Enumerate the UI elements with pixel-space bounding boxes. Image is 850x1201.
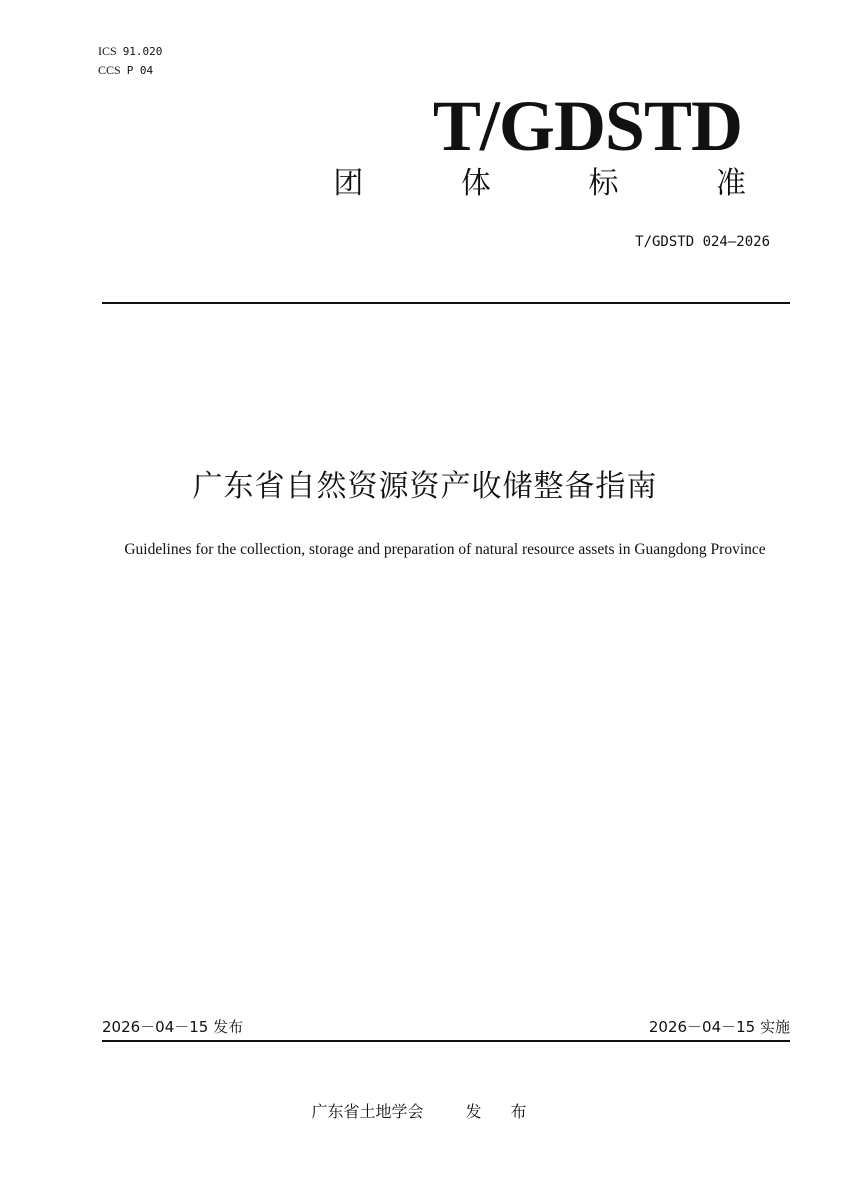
title-chinese: 广东省自然资源资产收储整备指南 [192, 469, 658, 504]
publisher-action: 发 布 [465, 1102, 539, 1121]
ics-label: ICS [98, 44, 117, 58]
standard-type: 团 体 标 准 [333, 166, 790, 201]
top-divider [102, 302, 790, 304]
ccs-code [98, 61, 162, 80]
publisher-line [0, 1099, 850, 1122]
classification-codes [98, 42, 162, 80]
issue-date: 2026－04－15 发布 [102, 1018, 244, 1036]
bottom-divider [102, 1040, 790, 1042]
standard-number: T/GDSTD 024—2026 [635, 234, 770, 250]
ics-code [98, 42, 162, 61]
ics-value: 91.020 [122, 45, 163, 58]
ccs-label: CCS [98, 63, 121, 77]
ccs-value: P 04 [126, 64, 154, 77]
implementation-date: 2026－04－15 实施 [648, 1018, 790, 1036]
publisher-organization: 广东省土地学会 [311, 1102, 424, 1121]
standard-logo: T/GDSTD [432, 86, 742, 166]
title-english: Guidelines for the collection, storage and preparation of natural resource assets in Guangdong Province [124, 541, 766, 558]
